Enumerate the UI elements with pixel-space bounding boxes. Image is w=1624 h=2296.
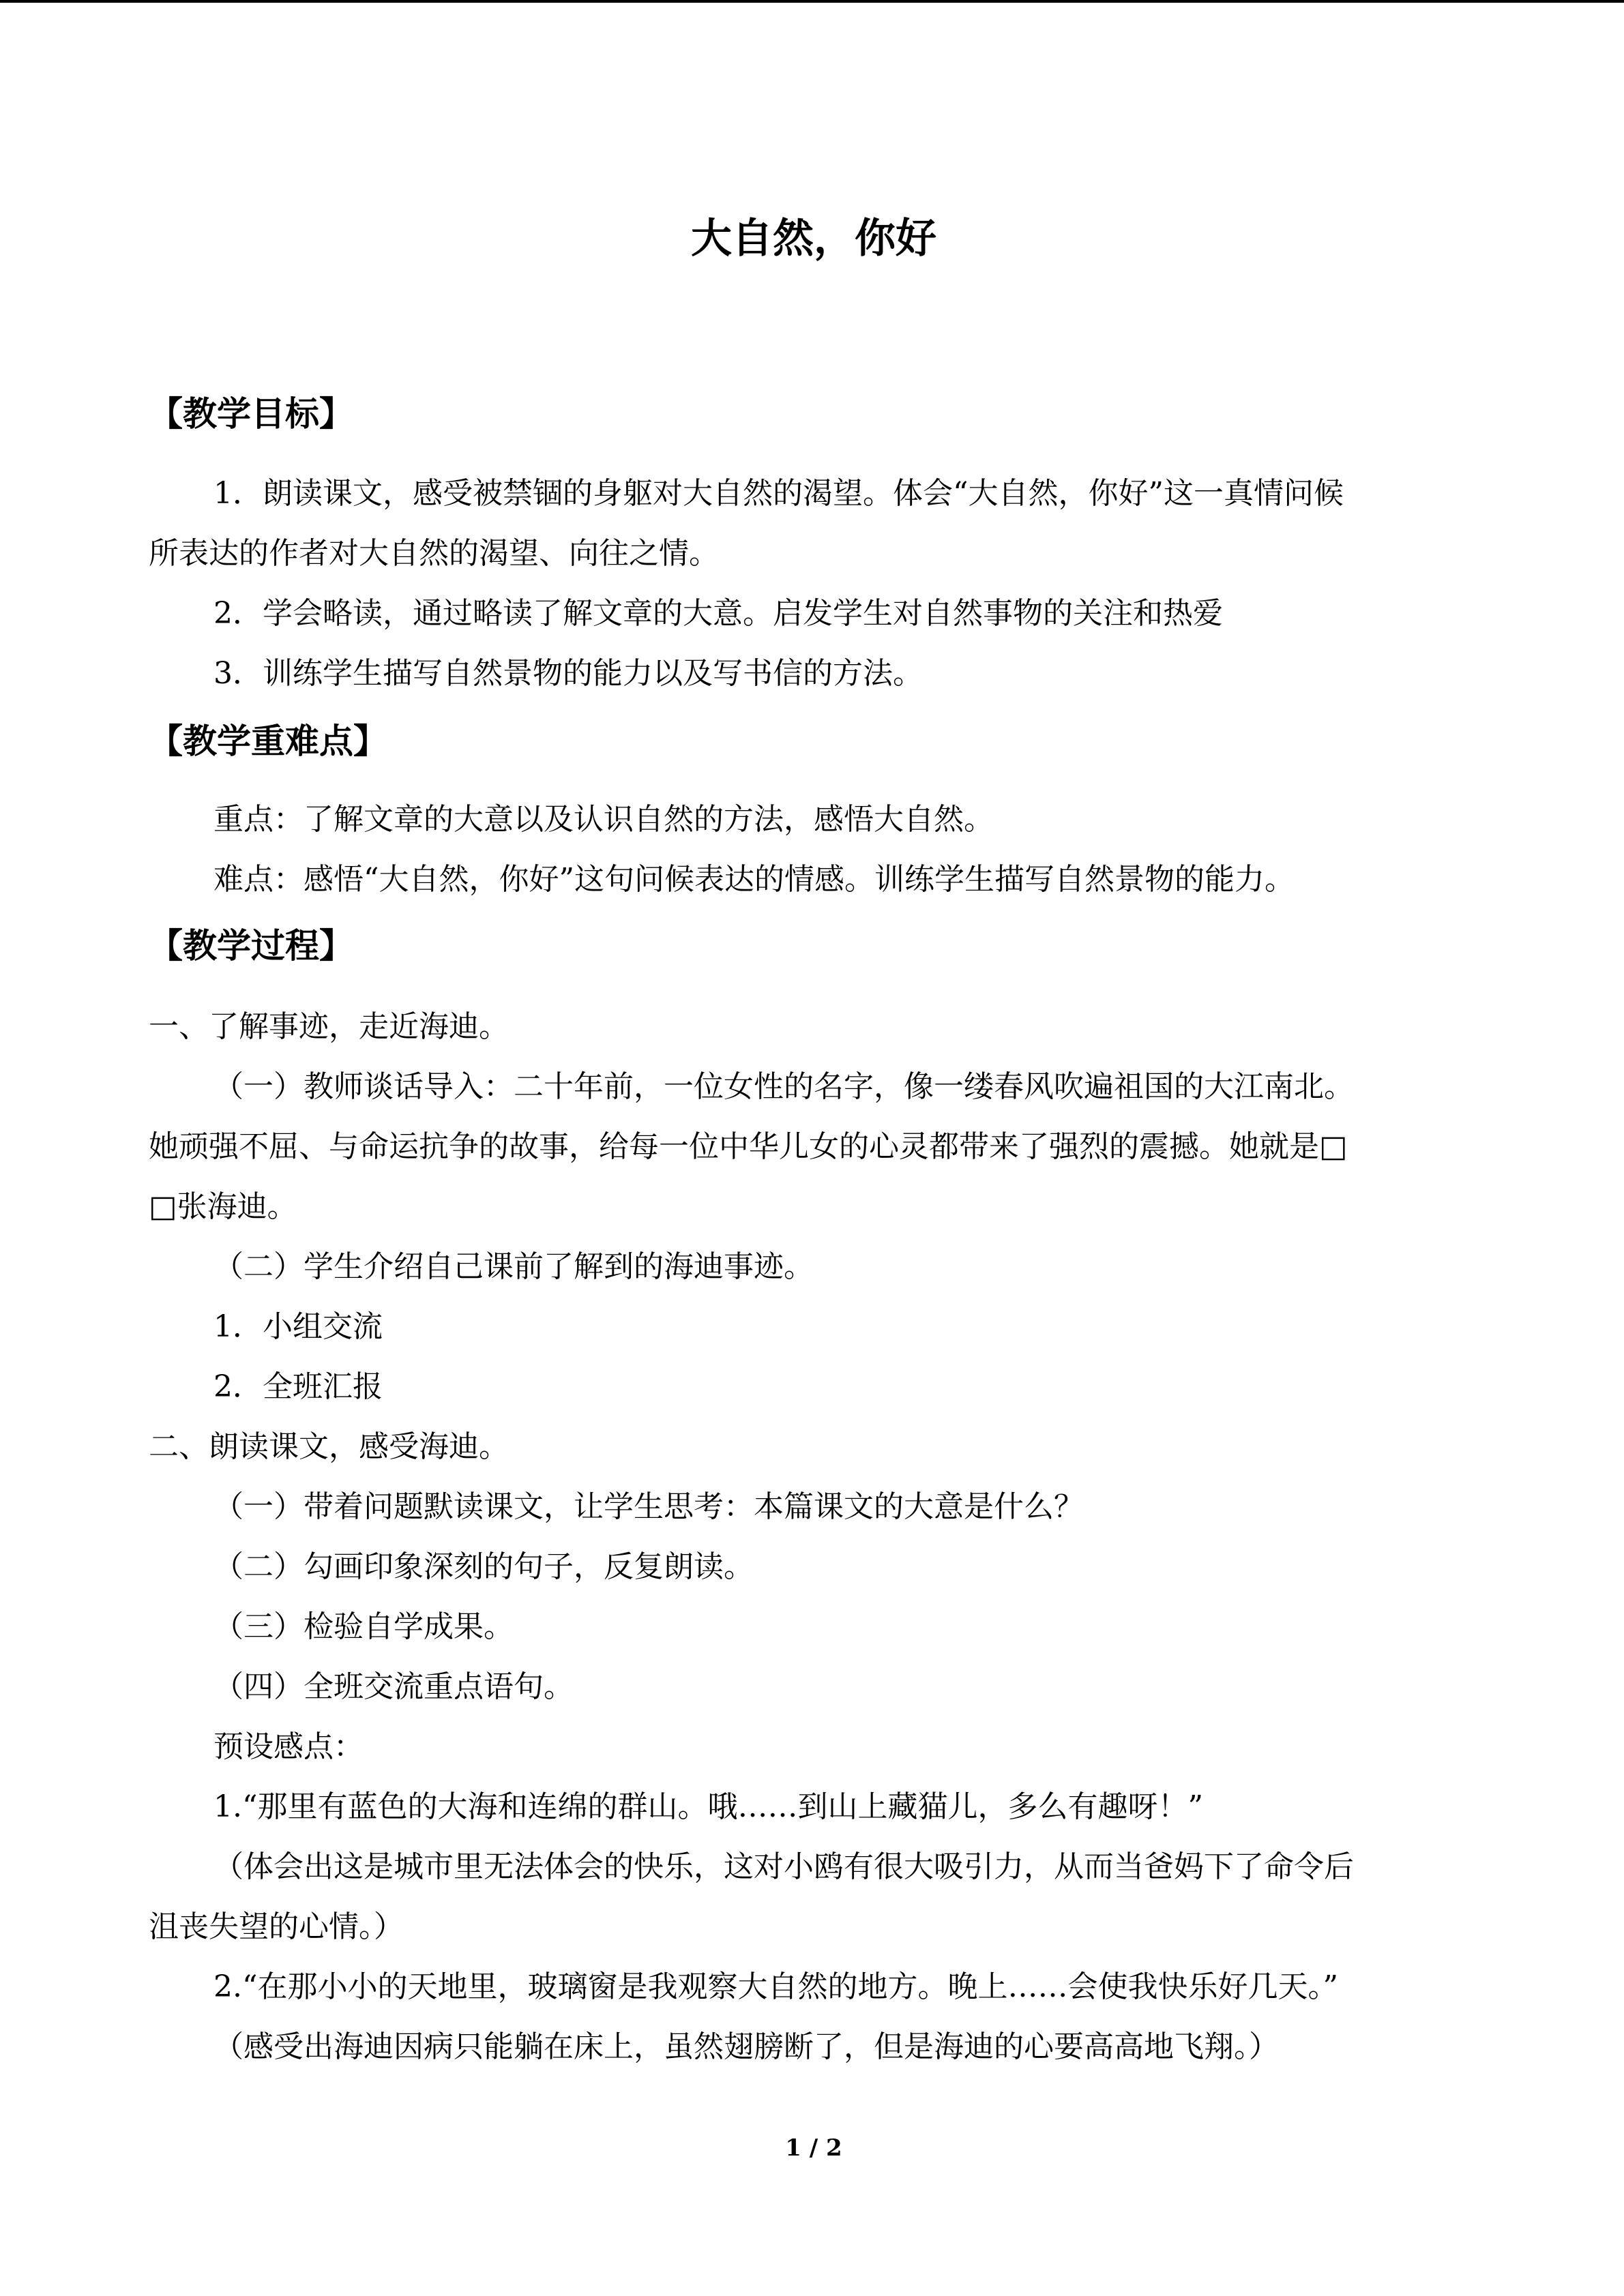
process-line: （感受出海迪因病只能躺在床上，虽然翅膀断了，但是海迪的心要高高地飞翔。）	[213, 2029, 1279, 2064]
process-line: 2.“在那小小的天地里，玻璃窗是我观察大自然的地方。晚上……会使我快乐好几天。”	[213, 1969, 1338, 2004]
section-heading-key-points: 【教学重难点】	[149, 721, 387, 761]
process-line: （二）勾画印象深刻的句子，反复朗读。	[213, 1549, 754, 1584]
process-line: （体会出这是城市里无法体会的快乐，这对小鸥有很大吸引力，从而当爸妈下了命令后	[213, 1849, 1354, 1884]
process-line: （二）学生介绍自己课前了解到的海迪事迹。	[213, 1249, 814, 1284]
objective-line: 所表达的作者对大自然的渴望、向往之情。	[149, 536, 719, 571]
key-point-line: 难点：感悟“大自然，你好”这句问候表达的情感。训练学生描写自然景物的能力。	[213, 862, 1295, 897]
document-page	[149, 0, 1479, 2296]
section-heading-objectives: 【教学目标】	[149, 394, 353, 434]
section-heading-process: 【教学过程】	[149, 926, 353, 966]
process-line: （四）全班交流重点语句。	[213, 1669, 574, 1704]
process-line: （三）检验自学成果。	[213, 1609, 514, 1644]
process-line: 一、了解事迹，走近海迪。	[149, 1009, 509, 1044]
document-title: 大自然，你好	[691, 215, 936, 263]
process-line: 预设感点：	[213, 1729, 364, 1764]
process-line: 1．小组交流	[213, 1309, 383, 1344]
objective-line: 3．训练学生描写自然景物的能力以及写书信的方法。	[213, 656, 923, 691]
process-line: 沮丧失望的心情。）	[149, 1909, 404, 1944]
process-line: 2．全班汇报	[213, 1369, 383, 1404]
process-line: （一）带着问题默读课文，让学生思考：本篇课文的大意是什么？	[213, 1489, 1084, 1524]
process-line: 她顽强不屈、与命运抗争的故事，给每一位中华儿女的心灵都带来了强烈的震撼。她就是□	[149, 1129, 1348, 1164]
process-line: 1.“那里有蓝色的大海和连绵的群山。哦……到山上藏猫儿，多么有趣呀！”	[213, 1789, 1203, 1824]
process-line: □张海迪。	[149, 1189, 297, 1224]
process-line: 二、朗读课文，感受海迪。	[149, 1429, 509, 1464]
process-line: （一）教师谈话导入：二十年前，一位女性的名字，像一缕春风吹遍祖国的大江南北。	[213, 1069, 1354, 1104]
objective-line: 2．学会略读，通过略读了解文章的大意。启发学生对自然事物的关注和热爱	[213, 596, 1223, 631]
objective-line: 1．朗读课文，感受被禁锢的身躯对大自然的渴望。体会“大自然，你好”这一真情问候	[213, 476, 1344, 511]
key-point-line: 重点：了解文章的大意以及认识自然的方法，感悟大自然。	[213, 802, 994, 837]
page-number: 1 / 2	[785, 2134, 842, 2162]
